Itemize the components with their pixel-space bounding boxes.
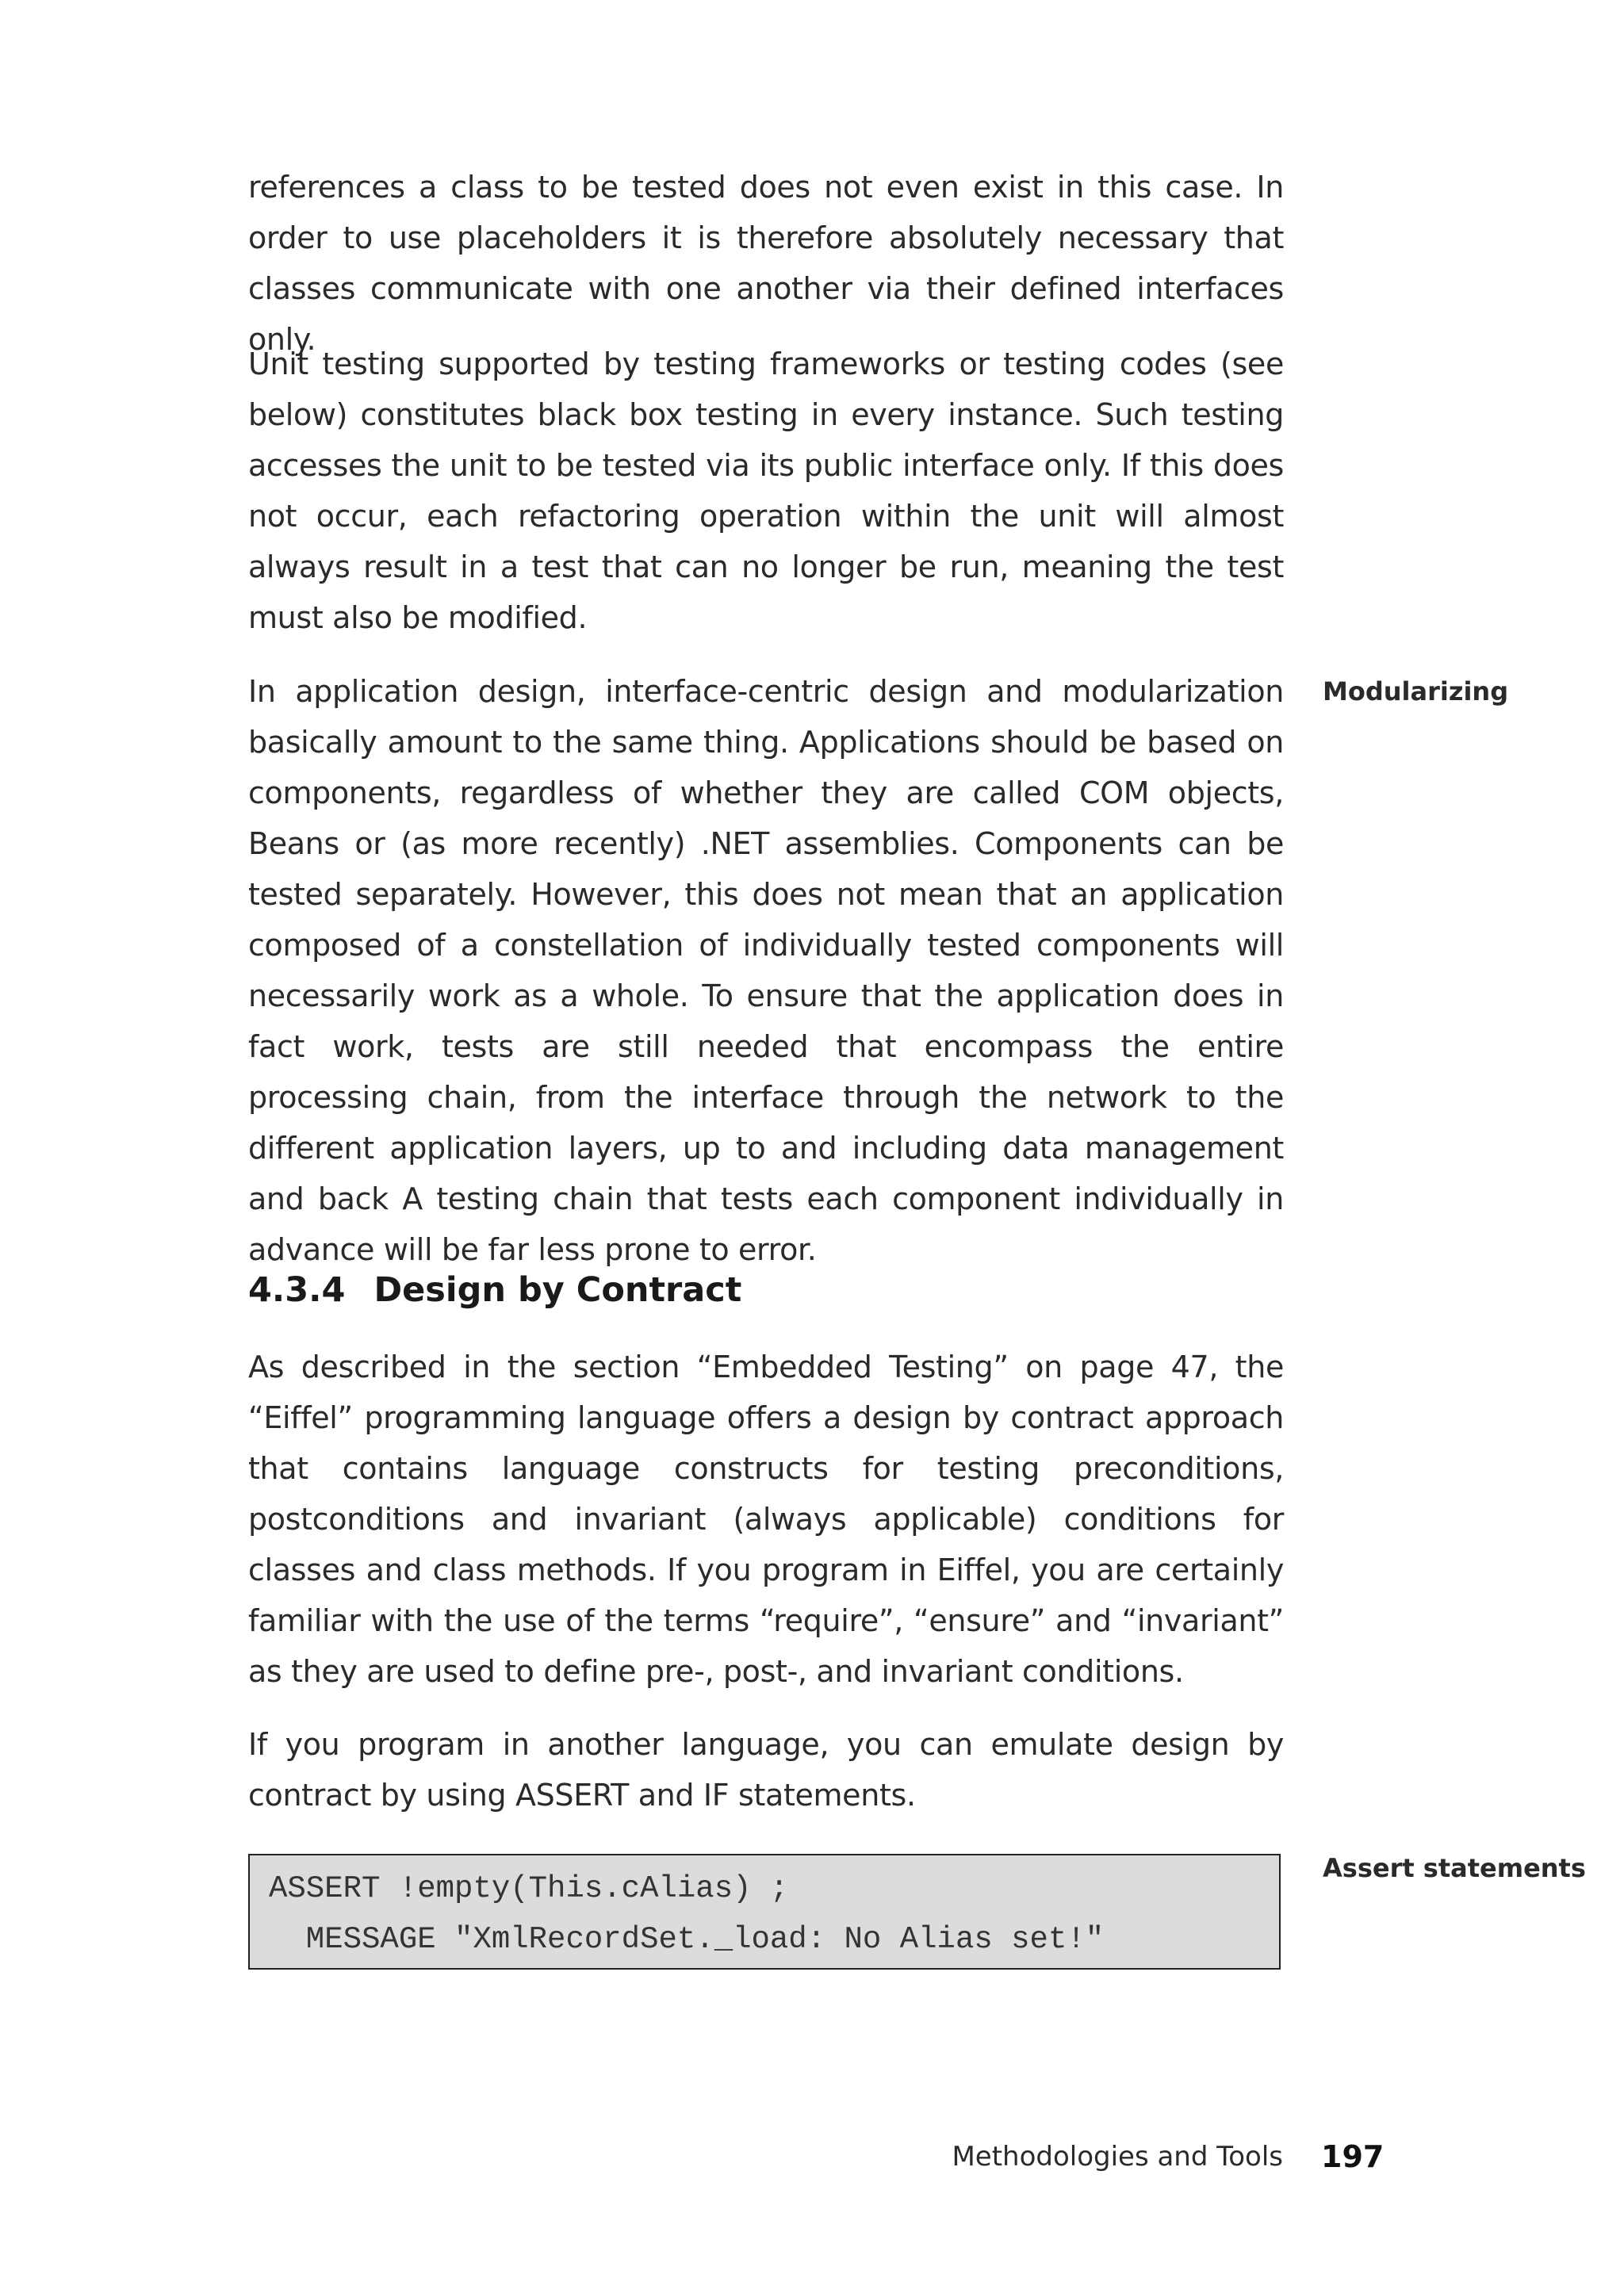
paragraph-5 — [248, 1719, 1284, 1821]
code-line-2: MESSAGE "XmlRecordSet._load: No Alias set!" — [269, 1922, 1105, 1957]
margin-note-assert: Assert statements — [1323, 1853, 1586, 1883]
paragraph-3 — [248, 666, 1284, 1275]
section-number: 4.3.4 — [248, 1270, 346, 1310]
code-line-1: ASSERT !empty(This.cAlias) ; — [269, 1871, 789, 1906]
paragraph-text: references a class to be tested does not even exist in this case. In order to use placeholders it is therefore absolutely necessary that classes communicate with one another via their defined interfaces only. — [248, 170, 1284, 357]
margin-note-modularizing: Modularizing — [1323, 676, 1509, 706]
paragraph-text: If you program in another language, you can emulate design by contract by using ASSERT and IF statements. — [248, 1727, 1284, 1813]
section-heading — [248, 1270, 741, 1310]
paragraph-1 — [248, 162, 1284, 365]
running-footer-title: Methodologies and Tools — [952, 2141, 1283, 2173]
page-number: 197 — [1321, 2139, 1385, 2174]
paragraph-2 — [248, 339, 1284, 643]
section-title: Design by Contract — [373, 1270, 742, 1310]
paragraph-text: Unit testing supported by testing frameworks or testing codes (see below) constitutes black box testing in every instance. Such testing accesses the unit to be tested via its public interface only. If this does not occur, each refactoring operation within the unit will almost always result in a test that can no longer be run, meaning the test must also be modified. — [248, 347, 1284, 635]
paragraph-4 — [248, 1342, 1284, 1697]
paragraph-text: In application design, interface-centric design and modularization basically amount to the same thing. Applications should be based on components, regardless of whether they are called COM objects, Beans or (as more recently) .NET assemblies. Components can be tested separately. However, this does not mean that an application composed of a constellation of individually tested components will necessarily work as a whole. To ensure that the application does in fact work, tests are still needed that encompass the entire processing chain, from the interface through the network to the different application layers, up to and including data management and back A testing chain that tests each component individually in advance will be far less prone to error. — [248, 674, 1284, 1267]
paragraph-text: As described in the section “Embedded Testing” on page 47, the “Eiffel” programming language offers a design by contract approach that contains language constructs for testing preconditions, postconditions and invariant (always applicable) conditions for classes and class methods. If you program in Eiffel, you are certainly familiar with the use of the terms “require”, “ensure” and “invariant” as they are used to define pre-, post-, and invariant conditions. — [248, 1350, 1284, 1689]
code-block — [248, 1854, 1281, 1970]
